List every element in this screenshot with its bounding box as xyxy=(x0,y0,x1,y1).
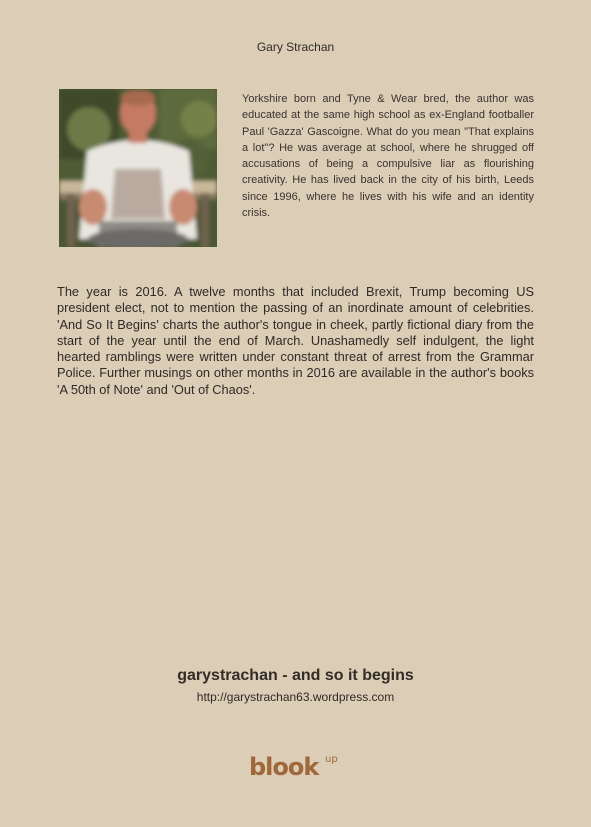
book-title: garystrachan - and so it begins xyxy=(177,667,414,684)
book-blurb: The year is 2016. A twelve months that included Brexit, Trump becoming US president elect, not to mention the passing of an inordinate amount of celebrities. 'And So It Begins' charts the author's tongue in cheek, partly fictional diary from the start of the year until the end of March. Unashamedly self indulgent, the light hearted ramblings were written under constant threat of arrest from the Grammar Police. Further musings on other months in 2016 are available in the author's books 'A 50th of Note' and 'Out of Chaos'. xyxy=(57,284,534,397)
blookup-logo xyxy=(249,753,343,783)
author-bio: Yorkshire born and Tyne & Wear bred, the author was educated at the same high school as ex-England footballer Paul 'Gazza' Gascoigne. What do you mean "That explains a lot"? He was average at school, where he shrugged off accusations of being a compulsive liar as flourishing creativity. He has lived back in the city of his birth, Leeds since 1996, where he lives with his wife and an identity crisis. xyxy=(242,93,534,220)
logo-superscript: up xyxy=(325,754,338,765)
author-photo xyxy=(59,89,217,247)
book-url: http://garystrachan63.wordpress.com xyxy=(196,690,395,704)
logo-word: blook xyxy=(249,753,319,781)
author-name: Gary Strachan xyxy=(256,40,335,54)
